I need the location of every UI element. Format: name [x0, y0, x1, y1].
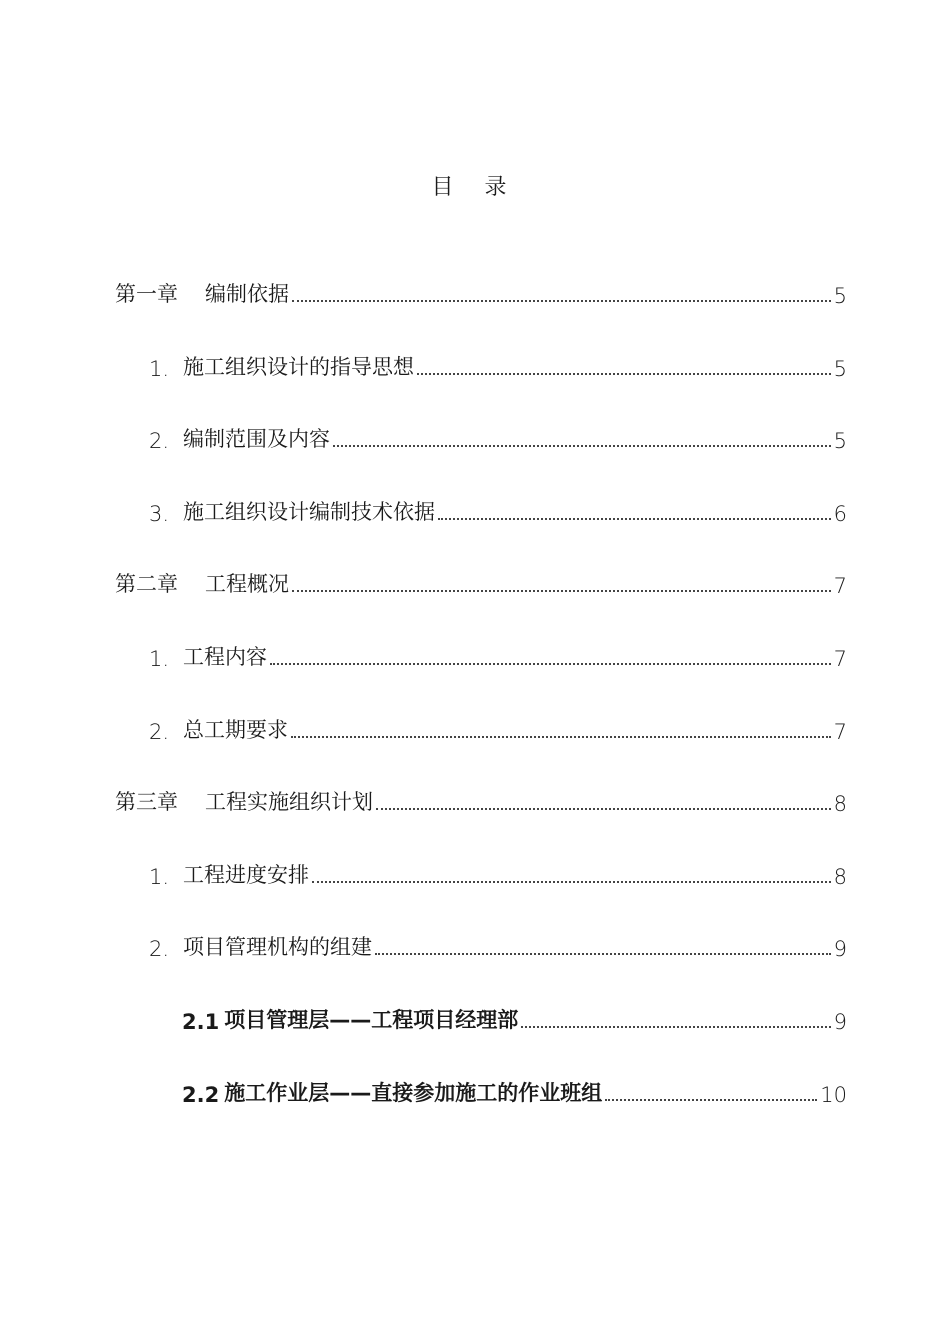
toc-entry-page: 9 [833, 937, 847, 962]
toc-entry-number: 第二章 [115, 572, 178, 597]
table-of-contents [115, 268, 847, 1139]
toc-entry-number: 第三章 [115, 790, 178, 815]
toc-entry-number: 第一章 [115, 282, 178, 306]
toc-entry[interactable] [115, 1067, 847, 1107]
toc-entry-page: 7 [833, 719, 847, 744]
toc-entry-number: 1. [149, 864, 170, 889]
toc-entry-number: 1. [149, 646, 170, 671]
toc-entry-number: 1. [149, 356, 170, 381]
toc-entry-title: 施工作业层——直接参加施工的作业班组 [224, 1080, 603, 1105]
toc-entry-title: 编制依据 [205, 282, 289, 306]
toc-leader-dots [375, 952, 831, 955]
toc-entry-page: 5 [833, 429, 847, 454]
toc-leader-dots [312, 880, 831, 883]
toc-entry-number: 2. [149, 937, 170, 962]
toc-entry-title: 工程内容 [183, 644, 267, 669]
toc-entry[interactable] [115, 849, 847, 889]
toc-entry-number: 2.1 [182, 1009, 220, 1034]
toc-leader-dots [417, 372, 831, 375]
toc-leader-dots [438, 517, 831, 520]
toc-entry-page: 5 [833, 284, 847, 308]
toc-entry-title: 工程进度安排 [183, 862, 309, 887]
toc-entry-page: 5 [833, 356, 847, 381]
toc-entry[interactable] [115, 268, 847, 308]
toc-entry[interactable] [115, 776, 847, 816]
page-title: 目 录 [431, 175, 519, 200]
toc-entry-title: 施工组织设计编制技术依据 [183, 499, 435, 524]
toc-entry[interactable] [115, 921, 847, 961]
toc-entry-title: 项目管理机构的组建 [183, 935, 372, 960]
toc-entry-page: 9 [833, 1009, 847, 1034]
toc-entry-title: 总工期要求 [183, 717, 288, 742]
toc-leader-dots [605, 1098, 817, 1101]
toc-leader-dots [270, 662, 831, 665]
toc-entry[interactable] [115, 341, 847, 381]
toc-entry-page: 8 [833, 792, 847, 817]
toc-leader-dots [376, 807, 831, 810]
toc-leader-dots [521, 1025, 830, 1028]
toc-entry-number: 2.2 [182, 1082, 220, 1107]
toc-entry-number: 2. [149, 719, 170, 744]
toc-entry-number: 3. [149, 501, 170, 526]
toc-entry-title: 编制范围及内容 [183, 427, 330, 452]
toc-entry-title: 项目管理层——工程项目经理部 [224, 1007, 519, 1032]
toc-entry[interactable] [115, 994, 847, 1034]
toc-entry-page: 7 [833, 574, 847, 599]
toc-entry-number: 2. [149, 429, 170, 454]
toc-entry[interactable] [115, 413, 847, 453]
toc-leader-dots [292, 299, 831, 302]
toc-entry[interactable] [115, 704, 847, 744]
toc-entry-title: 工程实施组织计划 [205, 790, 373, 815]
toc-entry-page: 10 [820, 1082, 847, 1107]
toc-entry-page: 8 [833, 864, 847, 889]
toc-entry[interactable] [115, 486, 847, 526]
toc-leader-dots [333, 444, 831, 447]
toc-leader-dots [292, 589, 831, 592]
toc-entry-title: 施工组织设计的指导思想 [183, 354, 414, 379]
toc-entry-title: 工程概况 [205, 572, 289, 597]
toc-entry[interactable] [115, 631, 847, 671]
toc-leader-dots [291, 735, 831, 738]
toc-entry[interactable] [115, 558, 847, 598]
toc-entry-page: 6 [833, 501, 847, 526]
toc-entry-page: 7 [833, 646, 847, 671]
